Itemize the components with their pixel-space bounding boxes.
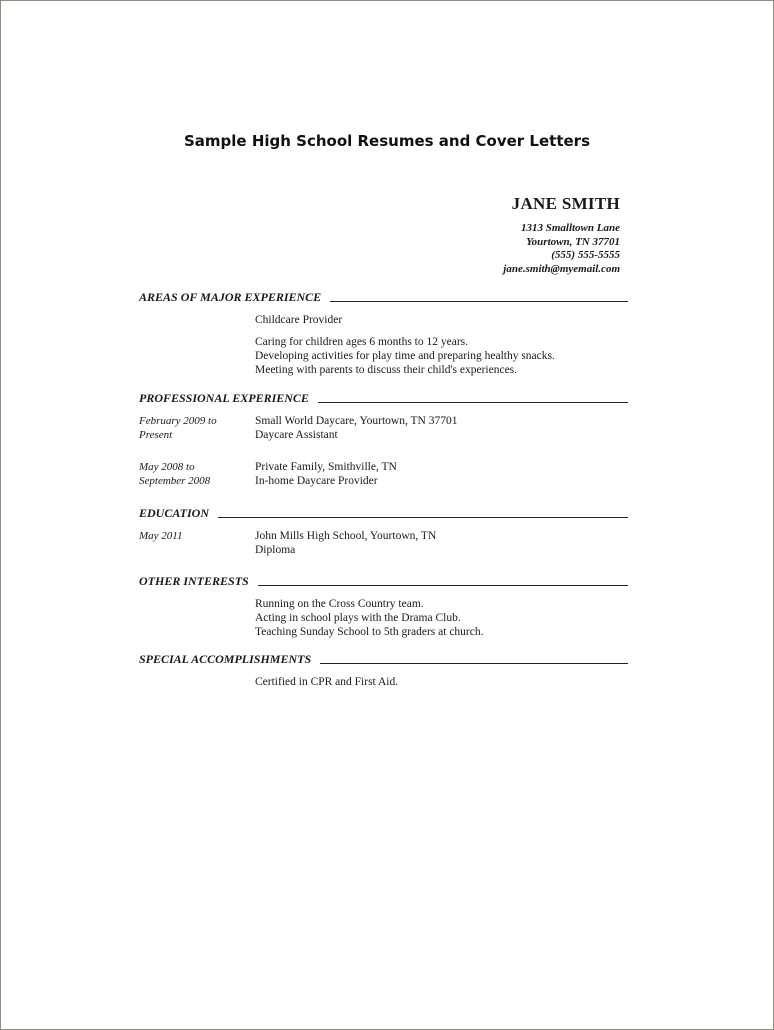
job-dates — [139, 414, 217, 442]
address-line: 1313 Smalltown Lane — [520, 222, 620, 234]
contact-block — [503, 194, 620, 276]
section-label: OTHER INTERESTS — [139, 574, 249, 588]
section-rule — [258, 585, 628, 586]
section-heading-professional — [139, 389, 628, 405]
areas-role: Childcare Provider — [255, 314, 343, 326]
job-date-end: September 2008 — [139, 475, 211, 487]
section-heading-education — [139, 504, 628, 520]
list-item: Developing activities for play time and preparing healthy snacks. — [255, 350, 555, 362]
list-item: Caring for children ages 6 months to 12 years. — [255, 336, 469, 348]
document-title: Sample High School Resumes and Cover Letters — [183, 132, 590, 150]
job-details — [255, 460, 397, 488]
phone-line: (555) 555-5555 — [551, 249, 620, 261]
areas-list — [255, 335, 555, 377]
job-date-start: February 2009 to — [139, 415, 217, 427]
section-rule — [330, 301, 628, 302]
job-position: In-home Daycare Provider — [255, 475, 378, 487]
education-details — [255, 529, 436, 557]
section-rule — [318, 402, 628, 403]
job-dates — [139, 460, 210, 488]
interests-list — [255, 597, 484, 639]
section-label: PROFESSIONAL EXPERIENCE — [139, 391, 309, 405]
section-rule — [320, 663, 628, 664]
job-date-end: Present — [139, 429, 173, 441]
section-heading-accomplishments — [139, 650, 628, 666]
section-label: SPECIAL ACCOMPLISHMENTS — [139, 652, 312, 666]
city-line: Yourtown, TN 37701 — [526, 235, 620, 248]
job-employer: Private Family, Smithville, TN — [255, 461, 397, 473]
education-degree: Diploma — [255, 544, 296, 556]
job-date-start: May 2008 to — [139, 461, 195, 473]
email-line: jane.smith@myemail.com — [503, 262, 620, 275]
job-details — [255, 414, 457, 442]
section-rule — [218, 517, 628, 518]
list-item: Meeting with parents to discuss their child's experiences. — [255, 364, 518, 376]
job-position: Daycare Assistant — [255, 429, 338, 441]
section-heading-areas — [139, 288, 628, 304]
job-employer: Small World Daycare, Yourtown, TN 37701 — [255, 415, 458, 427]
list-item: Teaching Sunday School to 5th graders at church. — [255, 626, 484, 638]
list-item: Certified in CPR and First Aid. — [255, 676, 399, 688]
education-school: John Mills High School, Yourtown, TN — [255, 530, 437, 542]
list-item: Acting in school plays with the Drama Club. — [255, 612, 461, 624]
applicant-name: JANE SMITH — [511, 194, 620, 213]
section-heading-interests — [139, 572, 628, 588]
section-label: EDUCATION — [139, 506, 210, 520]
education-date: May 2011 — [139, 530, 183, 542]
accomplishments-list — [255, 675, 398, 689]
section-label: AREAS OF MAJOR EXPERIENCE — [139, 290, 322, 304]
list-item: Running on the Cross Country team. — [255, 598, 424, 610]
